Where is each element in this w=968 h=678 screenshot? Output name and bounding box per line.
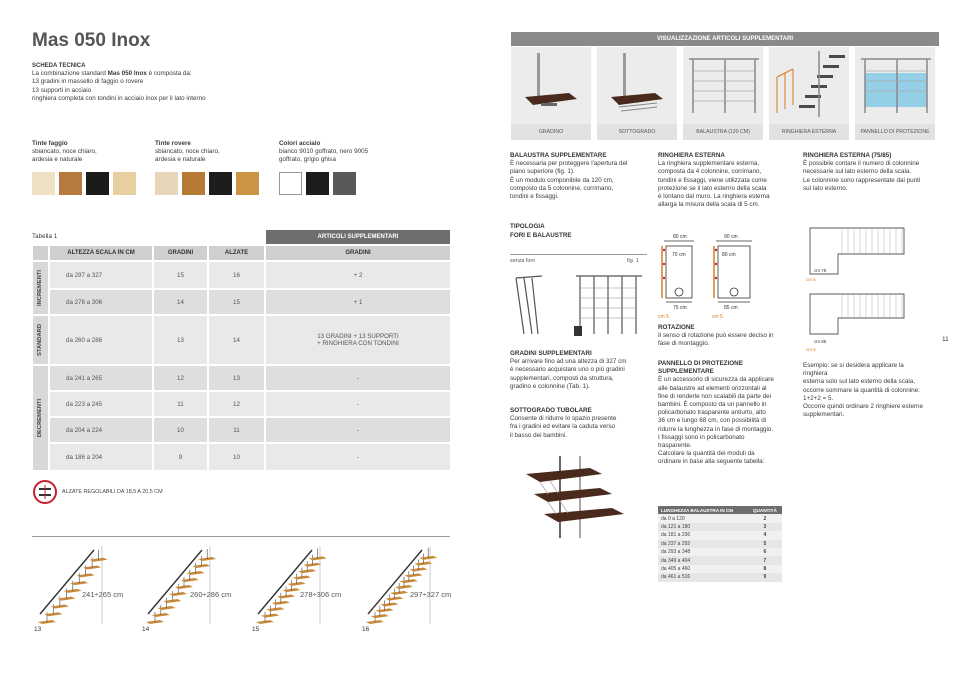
- qty-length: da 405 a 460: [661, 565, 691, 572]
- finish-desc: ardesia e naturale: [155, 156, 206, 164]
- color-swatch: [59, 172, 82, 195]
- qty-value: 5: [763, 540, 767, 547]
- qty-row: [658, 548, 782, 556]
- text-line: necessarie sul lato esterno della scala.: [803, 168, 912, 176]
- steps-cell: 10: [154, 418, 207, 442]
- stair-height-range: 278÷306 cm: [300, 590, 342, 599]
- group-increments: [33, 262, 48, 314]
- text-line: Le colonnine sono rappresentate dai punti: [803, 176, 921, 184]
- text-line: 36 cm e lungo 68 cm, con possibilità di: [658, 417, 767, 425]
- panel-text: [658, 376, 798, 466]
- height-cell: da 186 a 204: [50, 444, 152, 470]
- text-line: I fissaggi sono in policarbonato: [658, 433, 745, 441]
- height-cell: da 241 a 265: [50, 366, 152, 390]
- corner-cell: [33, 246, 48, 260]
- finish-desc: bianco 9010 goffrato, nero 9005: [279, 148, 369, 156]
- dim-top1: 80 cm: [673, 234, 687, 240]
- steps-cell: 12: [154, 366, 207, 390]
- extra-steps-title: GRADINI SUPPLEMENTARI: [510, 350, 592, 357]
- divider: [510, 254, 647, 255]
- col-risers-header: ALZATE: [209, 246, 264, 260]
- col-extra-header: GRADINI: [266, 246, 450, 260]
- text-line: fase di montaggio.: [658, 340, 710, 348]
- article-label: SOTTOGRADO: [597, 124, 677, 140]
- type-title: [510, 222, 572, 240]
- finish-desc: ardesia e naturale: [32, 156, 83, 164]
- text-line: policarbonato trasparente antiurto, alto: [658, 409, 766, 417]
- article-thumbnail: [683, 47, 763, 124]
- adjustable-riser-note: ALZATE REGOLABILI DA 18,5 A 20,5 CM: [62, 489, 163, 495]
- col-height-header: ALTEZZA SCALA IN CM: [50, 246, 152, 260]
- extra-line: + 2: [353, 271, 363, 279]
- rotation-title: ROTAZIONE: [658, 324, 695, 331]
- tech-sheet-heading: SCHEDA TECNICA: [32, 63, 86, 69]
- stair-drawing: [140, 540, 250, 632]
- finish-oak: [155, 140, 265, 165]
- text-line: occorre sommare la quantità di colonnine:: [803, 386, 920, 394]
- text-line: è necessario acquistare uno o più gradini: [510, 366, 625, 374]
- finish-title: Tinte faggio: [32, 140, 68, 147]
- finish-beech: [32, 140, 142, 165]
- extra-line: + 1: [353, 298, 363, 306]
- text-line: sul lato esterno.: [803, 184, 848, 192]
- extra-cell: [266, 316, 450, 364]
- text-line: È possibile contare il numero di colonnine: [803, 160, 920, 168]
- line1-pre: La combinazione standard: [32, 70, 108, 78]
- risers-cell: 15: [209, 290, 264, 314]
- text-line: È un accessorio di sicurezza da applicare: [658, 376, 774, 384]
- qty-value: 7: [763, 557, 767, 564]
- qty-row: [658, 540, 782, 548]
- text-line: 1+2+2 = 5.: [803, 394, 834, 402]
- text-line: composta da 4 colonnine, corrimano,: [658, 168, 762, 176]
- steps-cell: 14: [154, 290, 207, 314]
- text-line: gradino e colonnine (Tab. 1).: [510, 382, 590, 390]
- qty-row: [658, 573, 782, 581]
- no-hole-label: senza foro: [510, 258, 536, 264]
- color-swatch: [32, 172, 55, 195]
- height-cell: da 297 a 327: [50, 262, 152, 288]
- text-line: Occorre quindi ordinare 2 ringhiere esterne: [803, 403, 924, 411]
- tech-sheet-line2: 13 gradini in massello di faggio o rovere: [32, 78, 144, 86]
- article-thumbnail: [597, 47, 677, 124]
- extra-steps-section: [510, 350, 650, 391]
- divider: [32, 536, 450, 537]
- qty-row: [658, 556, 782, 564]
- risers-cell: 14: [209, 316, 264, 364]
- dim-cm5-right: cm 5: [712, 314, 723, 320]
- dim-inner2: 80 cm: [722, 252, 736, 258]
- stair-height-range: 260÷286 cm: [190, 590, 232, 599]
- extra-articles-banner: VISUALIZZAZIONE ARTICOLI SUPPLEMENTARI: [511, 32, 939, 46]
- line1-bold: Mas 050 Inox: [107, 70, 147, 78]
- text-line: Calcolare la quantità dei moduli da: [658, 450, 755, 458]
- balustrade-section: [510, 152, 650, 201]
- stair-drawing: [250, 540, 360, 632]
- tech-sheet: [32, 62, 206, 103]
- stair-step-count: 13: [34, 626, 42, 633]
- article-thumbnail: [769, 47, 849, 124]
- risers-cell: 12: [209, 392, 264, 416]
- steps-cell: 9: [154, 444, 207, 470]
- extra-cell: [266, 392, 450, 416]
- outer-railing-text: [658, 160, 798, 209]
- text-line: ringhiera: [803, 370, 828, 378]
- qty-value: 8: [763, 565, 767, 572]
- text-line: piano superiore (fig. 1).: [510, 168, 575, 176]
- finish-desc: sbiancato, noce chiaro,: [32, 148, 97, 156]
- qty-length: da 349 a 404: [661, 557, 691, 564]
- risers-cell: 13: [209, 366, 264, 390]
- extra-line: 13 GRADINI + 13 SUPPORTI: [317, 333, 399, 340]
- finish-steel: [279, 140, 399, 165]
- table-caption: Tabella 1: [32, 233, 58, 240]
- text-line: tondini e fissaggi, viene utilizzata come: [658, 176, 767, 184]
- rotation-text: [658, 332, 798, 348]
- text-line: alle balaustre ad elementi orizzontali al: [658, 384, 767, 392]
- extra-cell: [266, 290, 450, 314]
- text-line: esterna solo sul lato esterno della scala,: [803, 378, 916, 386]
- text-line: ordinare in base alla seguente tabella:: [658, 458, 765, 466]
- stair-step-count: 15: [252, 626, 260, 633]
- extra-line: -: [356, 426, 360, 434]
- stair-drawing: [360, 540, 470, 632]
- qty-row: [658, 514, 782, 522]
- page-number: 11: [942, 336, 949, 343]
- color-swatch: [113, 172, 136, 195]
- color-swatch: [306, 172, 329, 195]
- qty-length: da 237 a 292: [661, 540, 691, 547]
- stair-height-range: 297÷327 cm: [410, 590, 452, 599]
- plan1-cm5: cm 5: [806, 277, 816, 282]
- extra-cell: [266, 262, 450, 288]
- panel-title: SUPPLEMENTARE: [658, 368, 714, 376]
- text-line: tondini e fissaggi.: [510, 193, 559, 201]
- qty-length: da 181 a 236: [661, 532, 691, 539]
- dim-top2: 90 cm: [724, 234, 738, 240]
- extra-line: -: [356, 374, 360, 382]
- rotation-diagram: [656, 230, 786, 320]
- color-swatch: [333, 172, 356, 195]
- tubular-riser-photo: [520, 456, 640, 538]
- text-line: fra i gradini ed evitare la caduta verso: [510, 423, 616, 431]
- qty-col-length: LUNGHEZZA BALAUSTRA IN CM: [661, 507, 734, 513]
- dim-cm5-left: cm 5: [658, 314, 669, 320]
- finish-desc: goffrato, grigio ghisa: [279, 156, 336, 164]
- qty-value: 3: [763, 523, 767, 530]
- article-label: RINGHIERA ESTERNA: [769, 124, 849, 140]
- page-title: Mas 050 Inox: [32, 30, 151, 51]
- finish-desc: sbiancato, noce chiaro,: [155, 148, 220, 156]
- stair-drawing: [32, 540, 142, 632]
- type-title-line: FORI E BALAUSTRE: [510, 232, 572, 239]
- quantity-table: [658, 506, 782, 582]
- extra-line: -: [356, 400, 360, 408]
- extra-steps-text: [510, 358, 650, 391]
- group-standard: [33, 316, 48, 364]
- dim-bottom2: 85 cm: [724, 305, 738, 311]
- qty-length: da 461 a 516: [661, 574, 691, 581]
- group-decrements: [33, 366, 48, 470]
- plan2-cm5: cm 5: [806, 347, 816, 352]
- qty-length: da 121 a 180: [661, 523, 691, 530]
- risers-cell: 10: [209, 444, 264, 470]
- example-text: [803, 362, 943, 419]
- stair-height-range: 241÷265 cm: [82, 590, 124, 599]
- height-cell: da 260 a 286: [50, 316, 152, 364]
- height-cell: da 278 a 306: [50, 290, 152, 314]
- risers-cell: 16: [209, 262, 264, 288]
- plan1-width: cm 75: [814, 268, 827, 273]
- group-label: INCREMENTI: [37, 269, 44, 307]
- dim-inner1: 70 cm: [672, 252, 686, 258]
- qty-col-quantity: QUANTITÀ: [753, 507, 777, 513]
- rotation-section: [658, 324, 798, 349]
- color-swatch: [209, 172, 232, 195]
- qty-value: 2: [763, 515, 767, 522]
- text-line: il basso dei bambini.: [510, 431, 568, 439]
- extra-articles-header: ARTICOLI SUPPLEMENTARI: [266, 230, 450, 244]
- article-label: GRADINO: [511, 124, 591, 140]
- text-line: La ringhiera supplementare esterna,: [658, 160, 760, 168]
- outer-railing-75-85-title: RINGHIERA ESTERNA (75/85): [803, 152, 892, 159]
- dim-bottom1: 75 cm: [673, 305, 687, 311]
- plan2-width: cm 85: [814, 339, 827, 344]
- tech-sheet-line3: 13 supporti in acciaio: [32, 86, 92, 94]
- text-line: trasparente.: [658, 442, 692, 450]
- type-title-line: TIPOLOGIA: [510, 223, 545, 230]
- panel-section: [658, 360, 798, 467]
- risers-cell: 11: [209, 418, 264, 442]
- text-line: È un modulo componibile da 120 cm,: [510, 176, 614, 184]
- text-line: composto da 5 colonnine, corrimano,: [510, 184, 614, 192]
- panel-title: PANNELLO DI PROTEZIONE: [658, 360, 743, 367]
- tech-sheet-line1: [32, 70, 206, 78]
- qty-length: da 0 a 120: [661, 515, 685, 522]
- adjustable-riser-icon: [33, 480, 57, 504]
- group-label: DECREMENTI: [37, 398, 44, 438]
- qty-value: 4: [763, 532, 767, 539]
- text-line: supplementari.: [803, 411, 845, 419]
- qty-row: [658, 565, 782, 573]
- height-cell: da 223 a 245: [50, 392, 152, 416]
- text-line: Per arrivare fino ad una altezza di 327 cm: [510, 358, 627, 366]
- outer-railing-title: RINGHIERA ESTERNA: [658, 152, 725, 159]
- outer-railing-75-85-section: [803, 152, 943, 193]
- article-thumbnail: [855, 47, 935, 124]
- text-line: Il senso di rotazione può essere deciso in: [658, 332, 774, 340]
- article-thumbnail: [511, 47, 591, 124]
- extra-cell: [266, 444, 450, 470]
- steps-cell: 11: [154, 392, 207, 416]
- finish-title: Tinte rovere: [155, 140, 191, 147]
- article-label: BALAUSTRA (120 CM): [683, 124, 763, 140]
- qty-value: 9: [763, 574, 767, 581]
- text-line: Esempio: se si desidera applicare la: [803, 362, 904, 369]
- color-swatch: [86, 172, 109, 195]
- text-line: protezione se il lato esterno della scala: [658, 184, 767, 192]
- text-line: ridurre la lunghezza in fase di montaggio.: [658, 425, 774, 433]
- extra-line: + RINGHIERA CON TONDINI: [317, 340, 399, 347]
- column-count-plans: [800, 214, 912, 354]
- text-line: fine di renderle non scalabili da parte dei: [658, 392, 772, 400]
- riser-section: [510, 407, 650, 440]
- article-image: [769, 47, 849, 124]
- balustrade-drawing: [510, 268, 650, 340]
- balustrade-text: [510, 160, 650, 201]
- height-cell: da 204 a 224: [50, 418, 152, 442]
- steps-cell: 13: [154, 316, 207, 364]
- text-line: È necessaria per proteggere l'apertura del: [510, 160, 628, 168]
- text-line: supplementari, composti da struttura,: [510, 374, 614, 382]
- stair-step-count: 16: [362, 626, 370, 633]
- tech-sheet-line4: ringhiera completa con tondini in acciaio inox per il lato interno: [32, 94, 206, 102]
- outer-railing-75-85-text: [803, 160, 943, 193]
- riser-title: SOTTOGRADO TUBOLARE: [510, 407, 592, 414]
- qty-row: [658, 531, 782, 539]
- riser-text: [510, 415, 650, 440]
- extra-cell: [266, 366, 450, 390]
- article-image: [511, 47, 591, 124]
- text-line: bambini. È composto da un pannello in: [658, 401, 767, 409]
- text-line: è lontano dal muro. La ringhiera esterna: [658, 193, 770, 201]
- article-image: [855, 47, 935, 124]
- stair-step-count: 14: [142, 626, 150, 633]
- color-swatch: [155, 172, 178, 195]
- text-line: Consente di ridurre lo spazio presente: [510, 415, 617, 423]
- article-image: [597, 47, 677, 124]
- article-label: PANNELLO DI PROTEZIONE: [855, 124, 935, 140]
- outer-railing-section: [658, 152, 798, 209]
- qty-value: 6: [763, 549, 767, 556]
- extra-line: -: [356, 453, 360, 461]
- finish-title: Colori acciaio: [279, 140, 321, 147]
- steps-cell: 15: [154, 262, 207, 288]
- text-line: allarga la misura della scala di 5 cm.: [658, 201, 760, 209]
- color-swatch: [279, 172, 302, 195]
- extra-cell: [266, 418, 450, 442]
- line1-post: è composta da:: [146, 70, 192, 78]
- group-label: STANDARD: [37, 323, 44, 357]
- color-swatch: [182, 172, 205, 195]
- qty-row: [658, 523, 782, 531]
- color-swatch: [236, 172, 259, 195]
- article-image: [683, 47, 763, 124]
- qty-length: da 293 a 348: [661, 549, 691, 556]
- fig-label: fig. 1: [627, 258, 639, 264]
- balustrade-title: BALAUSTRA SUPPLEMENTARE: [510, 152, 607, 159]
- col-steps-header: GRADINI: [154, 246, 207, 260]
